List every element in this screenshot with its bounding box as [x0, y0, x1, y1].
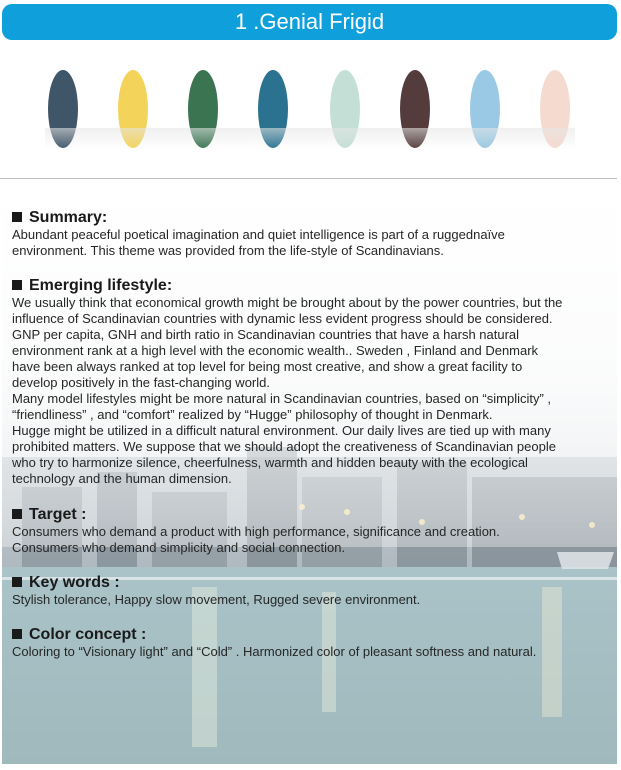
- text-line: who try to harmonize silence, cheerfulness, warmth and hidden beauty with the ecological: [12, 455, 528, 470]
- emerging-lifestyle-section: [12, 277, 612, 487]
- text-line: environment rank at a high level with the economic wealth.. Sweden , Finland and Denmark: [12, 343, 539, 358]
- text-line: influence of Scandinavian countries with dynamic less evident progress should be considered.: [12, 311, 553, 326]
- text-line: Stylish tolerance, Happy slow movement, Rugged severe environment.: [12, 592, 421, 607]
- text-line: Consumers who demand a product with high performance, significance and creation.: [12, 524, 500, 539]
- section-heading: [12, 209, 612, 227]
- text-line: GNP per capita, GNH and birth ratio in Scandinavian countries that have a harsh natural: [12, 327, 520, 342]
- section-body: [12, 295, 612, 487]
- section-title: Target :: [29, 506, 87, 523]
- text-line: We usually think that economical growth might be brought about by the power countries, but the: [12, 295, 563, 310]
- section-title: Emerging lifestyle:: [29, 277, 173, 294]
- section-body: [12, 644, 612, 660]
- section-title: Color concept :: [29, 626, 147, 643]
- text-line: Hugge might be utilized in a difficult natural environment. Our daily lives are tied up with many: [12, 423, 551, 438]
- text-line: Abundant peaceful poetical imagination and quiet intelligence is part of a ruggednaïve: [12, 227, 505, 242]
- text-line: Consumers who demand simplicity and social connection.: [12, 540, 346, 555]
- section-body: [12, 227, 612, 259]
- palette-reflection: [45, 128, 575, 150]
- content-panel: [2, 207, 617, 764]
- text-line: environment. This theme was provided from the life-style of Scandinavians.: [12, 243, 444, 258]
- text-line: prohibited matters. We suppose that we should adopt the creativeness of Scandinavian people: [12, 439, 556, 454]
- section-heading: [12, 506, 612, 524]
- section-heading: [12, 626, 612, 644]
- page-title: 1 .Genial Frigid: [234, 9, 385, 34]
- summary-section: [12, 209, 612, 259]
- page-header: [2, 4, 617, 40]
- divider: [0, 178, 617, 179]
- key-words-section: [12, 574, 612, 608]
- section-heading: [12, 574, 612, 592]
- text-line: “friendliness” , and “comfort” realized by “Hugge” philosophy of thought in Denmark.: [12, 407, 493, 422]
- text-line: Coloring to “Visionary light” and “Cold” . Harmonized color of pleasant softness and natural.: [12, 644, 537, 659]
- bullet-square-icon: [12, 280, 22, 290]
- bullet-square-icon: [12, 509, 22, 519]
- target-section: [12, 506, 612, 556]
- text-line: technology and the human dimension.: [12, 471, 232, 486]
- text-line: have been always ranked at top level for being most creative, and show a great facility to: [12, 359, 523, 374]
- section-title: Summary:: [29, 209, 108, 226]
- section-title: Key words :: [29, 574, 120, 591]
- section-body: [12, 592, 612, 608]
- section-body: [12, 524, 612, 556]
- bullet-square-icon: [12, 212, 22, 222]
- bullet-square-icon: [12, 629, 22, 639]
- bullet-square-icon: [12, 577, 22, 587]
- text-line: Many model lifestyles might be more natural in Scandinavian countries, based on “simplicity” ,: [12, 391, 552, 406]
- section-heading: [12, 277, 612, 295]
- color-concept-section: [12, 626, 612, 660]
- text-line: develop positively in the fast-changing world.: [12, 375, 270, 390]
